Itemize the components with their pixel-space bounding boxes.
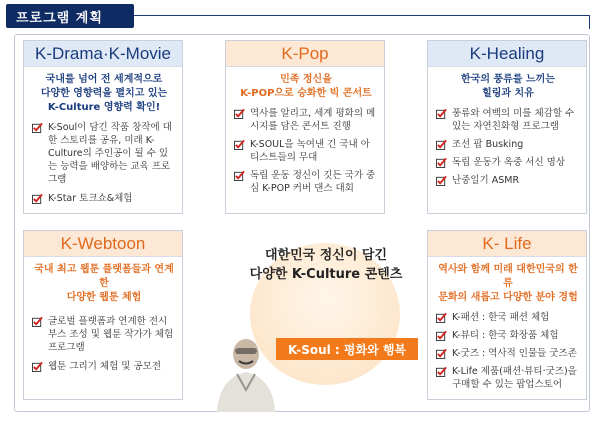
- checkbox-checked-icon: [436, 175, 447, 186]
- promo-line: 대한민국 정신이 담긴: [264, 248, 388, 263]
- item-text: K-SOUL을 녹여낸 긴 국내 아티스트들의 무대: [250, 139, 370, 163]
- card-k-pop: [225, 40, 385, 214]
- card-title: K-Drama·K-Movie: [24, 41, 182, 67]
- page-title: 프로그램 계획: [16, 10, 103, 26]
- card-lead: [436, 73, 580, 101]
- checkbox-checked-icon: [436, 139, 447, 150]
- checkbox-checked-icon: [32, 122, 43, 133]
- card-lead: [32, 263, 176, 305]
- checkbox-checked-icon: [32, 361, 43, 372]
- checkbox-checked-icon: [234, 170, 245, 181]
- card-lead: [32, 73, 176, 115]
- item-text: 조선 팝 Busking: [452, 139, 524, 150]
- item-text: 역사를 알리고, 세계 평화의 메시지를 담은 콘서트 진행: [250, 108, 376, 132]
- card-title: K- Life: [428, 231, 586, 257]
- list-item: [436, 329, 580, 342]
- list-item: [436, 311, 580, 324]
- card-title: K-Webtoon: [24, 231, 182, 257]
- list-item: [436, 156, 580, 169]
- lead-line: 다양한 웹툰 체험: [66, 292, 142, 303]
- checkbox-checked-icon: [32, 193, 43, 204]
- item-text: K-뷰티 : 한국 화장품 체험: [452, 330, 559, 341]
- item-text: 독립 운동 정신이 깃든 국가 중심 K-POP 커버 댄스 대회: [250, 170, 376, 194]
- lead-line: 문화의 새롭고 다양한 분야 경험: [438, 292, 578, 303]
- checkbox-checked-icon: [436, 157, 447, 168]
- list-item: [234, 169, 378, 195]
- item-text: 난중일기 ASMR: [452, 175, 520, 186]
- list-item: [436, 107, 580, 133]
- card-title: K-Healing: [428, 41, 586, 67]
- item-text: K-굿즈 : 역사적 인물들 굿즈존: [452, 348, 577, 359]
- checkbox-checked-icon: [436, 330, 447, 341]
- checkbox-checked-icon: [436, 108, 447, 119]
- checkbox-checked-icon: [436, 312, 447, 323]
- lead-line: 국내 최고 웹툰 플랫폼들과 연계한: [34, 264, 174, 289]
- item-text: K-Life 제품(패션·뷰티·굿즈)을 구매할 수 있는 팝업스토어: [452, 366, 577, 390]
- lead-line: 다양한 영향력을 펼치고 있는: [40, 88, 168, 99]
- promo-headline: [220, 246, 432, 284]
- card-title: K-Pop: [226, 41, 384, 67]
- lead-line: 역사와 함께 미래 대한민국의 한류: [438, 264, 578, 289]
- list-item: [32, 360, 176, 373]
- list-item: [436, 174, 580, 187]
- checkbox-checked-icon: [32, 316, 43, 327]
- list-item: [32, 121, 176, 186]
- item-text: 웹툰 그리기 체험 및 공모전: [48, 361, 162, 372]
- lead-line: K-POP으로 승화한 빅 콘서트: [240, 88, 372, 99]
- lead-line: K-Culture 영향력 확인!: [47, 102, 161, 113]
- banner-text: K-Soul : 평화와 행복: [287, 342, 407, 357]
- item-text: K-Soul이 담긴 작품 창작에 대한 스토리를 공유, 미래 K-Culture의 주인공이 될 수 있는 능력을 배양하는 교육 프로그램: [48, 122, 172, 185]
- card-lead: [234, 73, 378, 101]
- list-item: [234, 107, 378, 133]
- checkbox-checked-icon: [436, 348, 447, 359]
- item-text: 글로벌 플랫폼과 연계한 전시 부스 조성 및 웹툰 작가가 체험 프로그램: [48, 316, 174, 353]
- list-item: [436, 347, 580, 360]
- lead-line: 국내를 넘어 전 세계적으로: [45, 74, 163, 85]
- title-underline-end: [589, 15, 590, 29]
- promo-line: 다양한 K-Culture 콘텐츠: [249, 267, 403, 282]
- list-item: [436, 365, 580, 391]
- card-lead: [436, 263, 580, 305]
- item-text: K-Star 토크쇼&체험: [48, 193, 133, 204]
- list-item: [234, 138, 378, 164]
- lead-line: 민족 정신을: [280, 74, 332, 85]
- list-item: [32, 192, 176, 205]
- lead-line: 힐링과 치유: [482, 88, 534, 99]
- item-text: 독립 운동가 옥중 서신 명상: [452, 157, 566, 168]
- list-item: [436, 138, 580, 151]
- checkbox-checked-icon: [234, 108, 245, 119]
- card-k-healing: [427, 40, 587, 214]
- checkbox-checked-icon: [234, 139, 245, 150]
- title-underline: [134, 15, 590, 16]
- checkbox-checked-icon: [436, 366, 447, 377]
- card-k-webtoon: [23, 230, 183, 400]
- portrait-illustration: [213, 330, 279, 412]
- lead-line: 한국의 풍류를 느끼는: [461, 74, 555, 85]
- list-item: [32, 315, 176, 354]
- item-text: 풍류와 여백의 미를 체감할 수 있는 자연친화형 프로그램: [452, 108, 575, 132]
- card-k-life: [427, 230, 587, 400]
- card-k-drama: [23, 40, 183, 214]
- page-title-tab: [6, 4, 134, 28]
- k-soul-banner: [276, 338, 418, 360]
- item-text: K-패션 : 한국 패션 체험: [452, 312, 550, 323]
